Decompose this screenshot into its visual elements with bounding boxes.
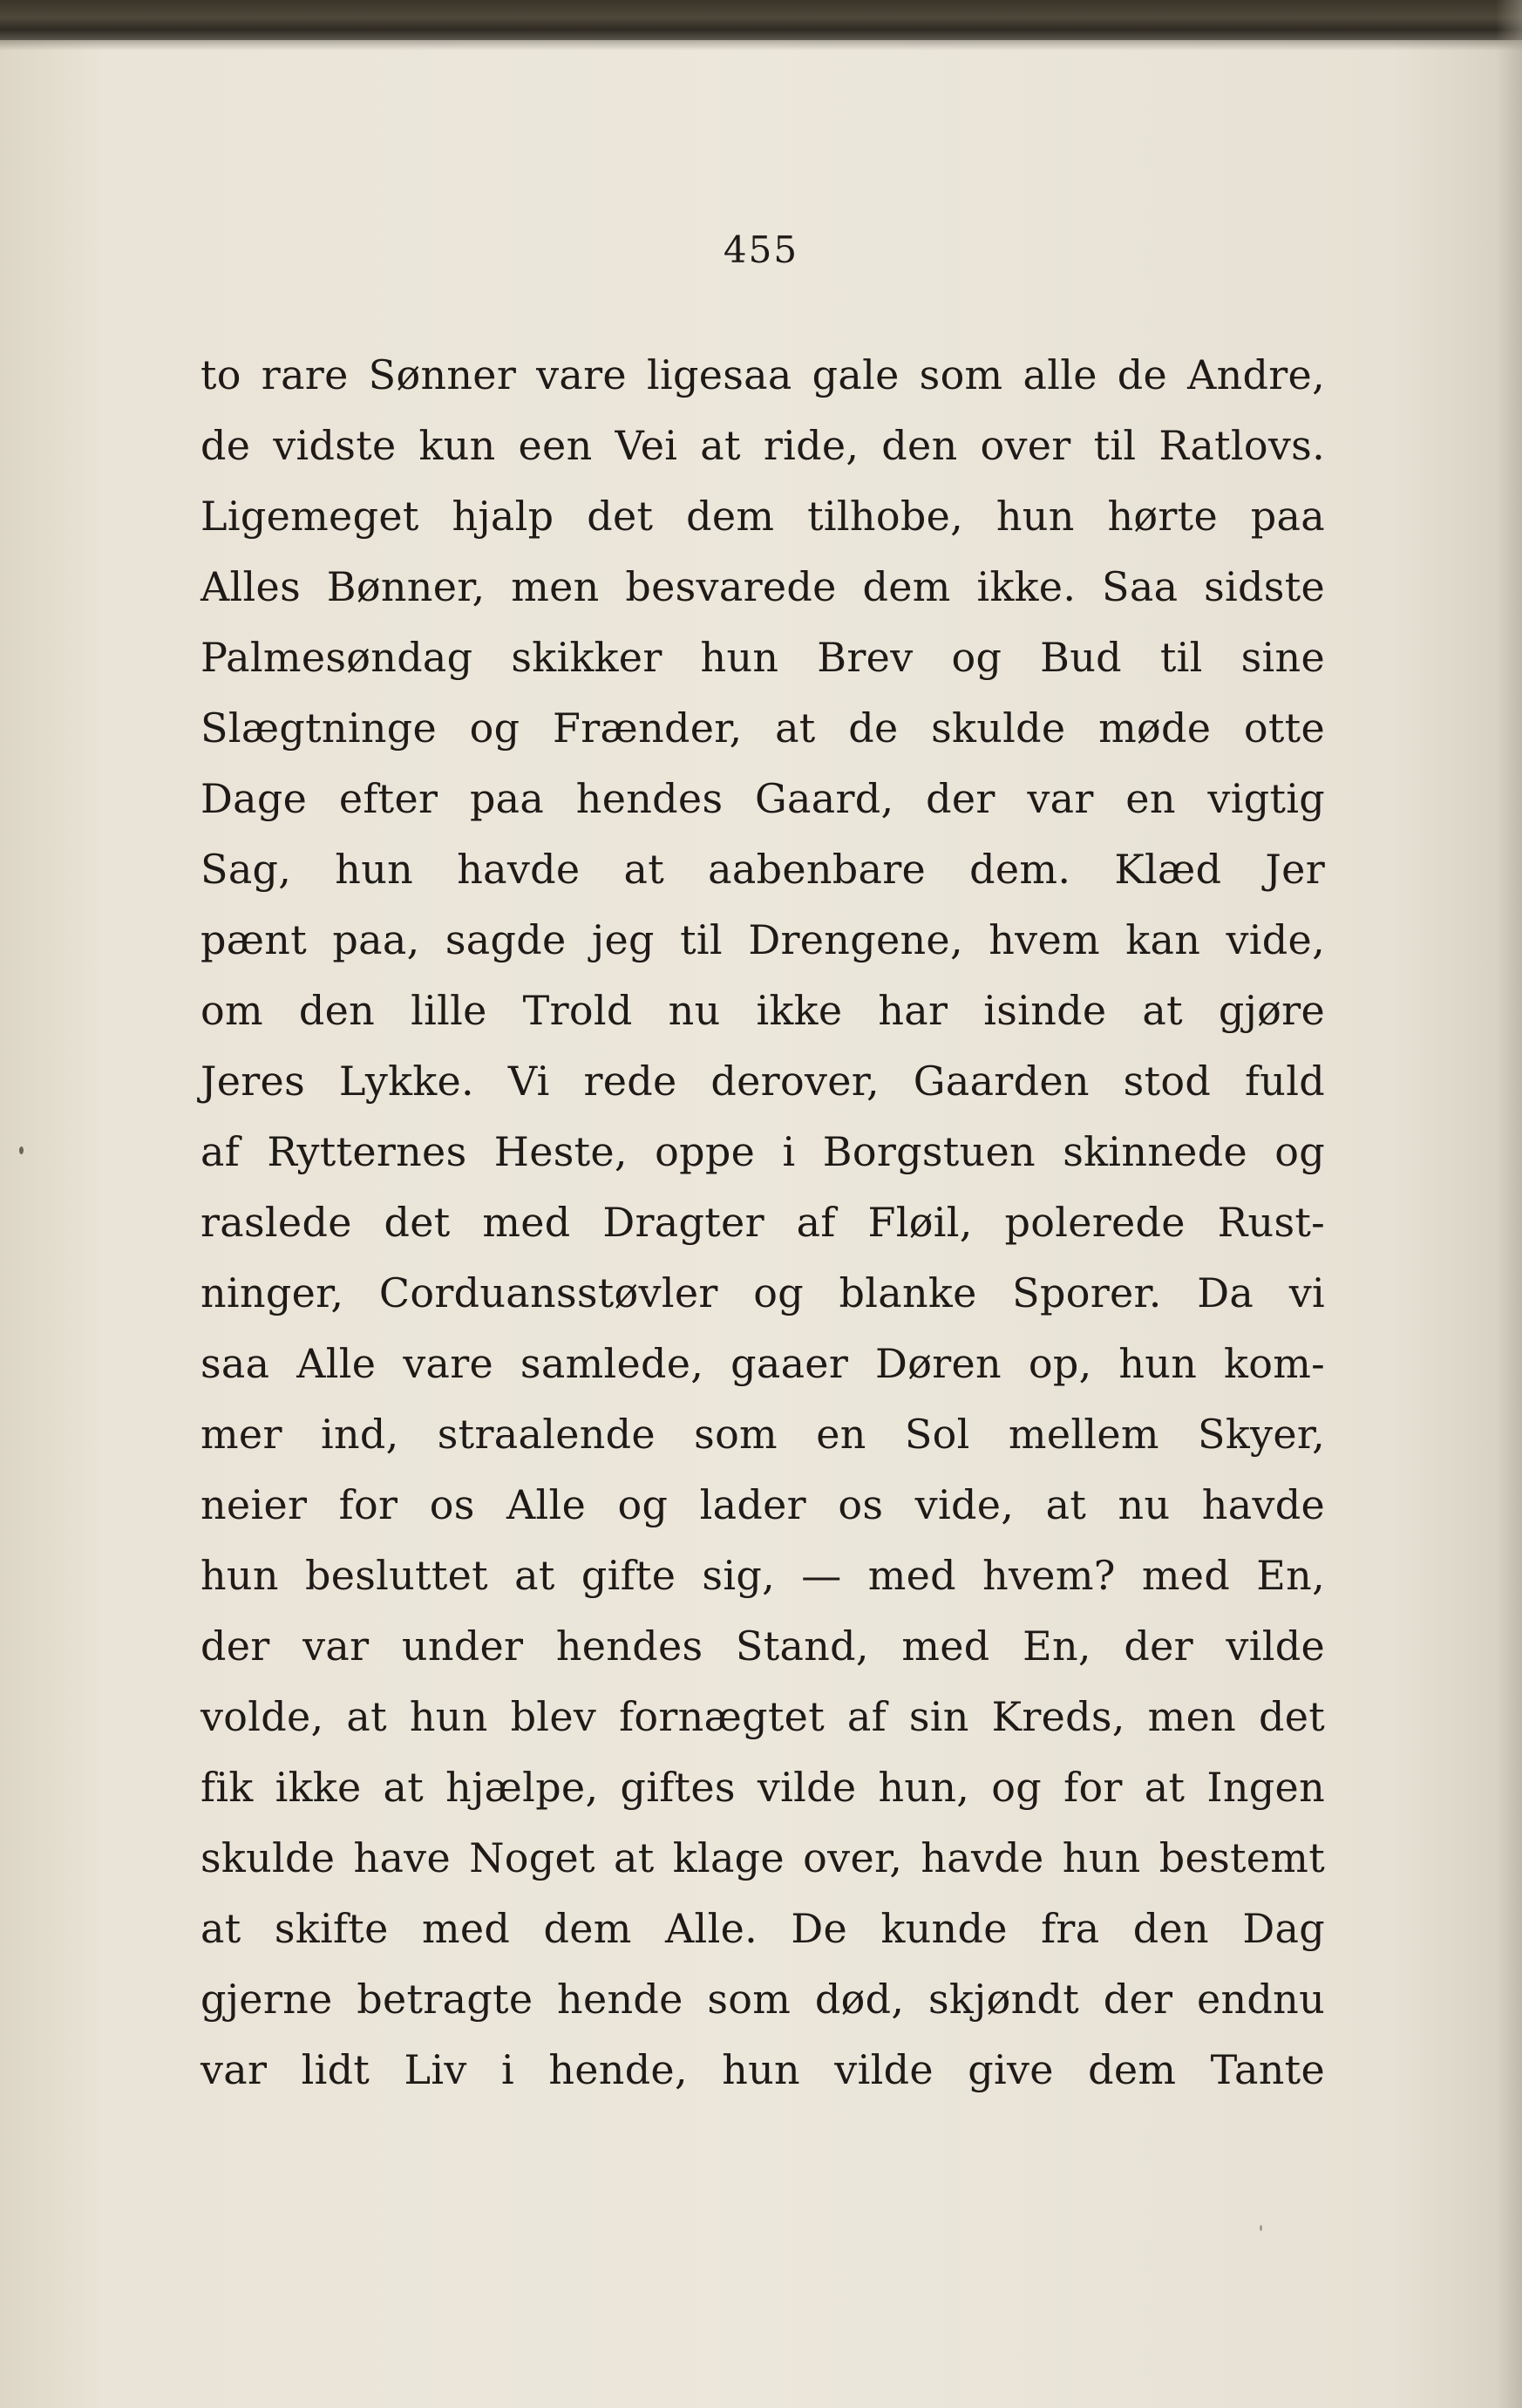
text-line: Sag, hun havde at aabenbare dem. Klæd Jer [200,846,1325,893]
text-line: neier for os Alle og lader os vide, at nu havde [200,1481,1325,1528]
text-line: var lidt Liv i hende, hun vilde give dem Tante [200,2046,1325,2093]
text-line: fik ikke at hjælpe, giftes vilde hun, og for at Ingen [200,1764,1325,1811]
text-line: ninger, Corduansstøvler og blanke Sporer. Da vi [200,1269,1325,1316]
text-line: om den lille Trold nu ikke har isinde at gjøre [200,987,1325,1034]
text-line: der var under hendes Stand, med En, der vilde [200,1622,1325,1670]
text-line: Dage efter paa hendes Gaard, der var en vigtig [200,775,1325,822]
text-line: de vidste kun een Vei at ride, den over til Ratlovs. [200,422,1325,469]
text-line: saa Alle vare samlede, gaaer Døren op, hun kom- [200,1340,1325,1387]
text-line: raslede det med Dragter af Fløil, polerede Rust- [200,1199,1325,1246]
paper-speck [1260,2225,1262,2231]
book-binding-edge [0,0,1522,40]
text-line: hun besluttet at gifte sig, — med hvem? med En, [200,1552,1325,1599]
text-line: af Rytternes Heste, oppe i Borgstuen skinnede og [200,1128,1325,1175]
page-edge-shadow [1496,0,1522,2408]
text-line: gjerne betragte hende som død, skjøndt der endnu [200,1976,1325,2023]
text-line: Jeres Lykke. Vi rede derover, Gaarden stod fuld [200,1058,1325,1105]
text-line: Slægtninge og Frænder, at de skulde møde otte [200,704,1325,752]
text-line: Ligemeget hjalp det dem tilhobe, hun hørte paa [200,493,1325,540]
text-line: mer ind, straalende som en Sol mellem Skyer, [200,1411,1325,1458]
text-line: at skifte med dem Alle. De kunde fra den Dag [200,1905,1325,1952]
text-line: volde, at hun blev fornægtet af sin Kreds, men det [200,1693,1325,1740]
text-line: pænt paa, sagde jeg til Drengene, hvem kan vide, [200,916,1325,963]
body-text [200,340,1325,2127]
page-number: 455 [723,228,799,271]
paper-speck [19,1146,24,1154]
text-line: to rare Sønner vare ligesaa gale som alle de Andre, [200,351,1325,398]
text-line: Palmesøndag skikker hun Brev og Bud til sine [200,634,1325,681]
text-line: Alles Bønner, men besvarede dem ikke. Saa sidste [200,563,1325,610]
text-line: skulde have Noget at klage over, havde hun bestemt [200,1834,1325,1881]
